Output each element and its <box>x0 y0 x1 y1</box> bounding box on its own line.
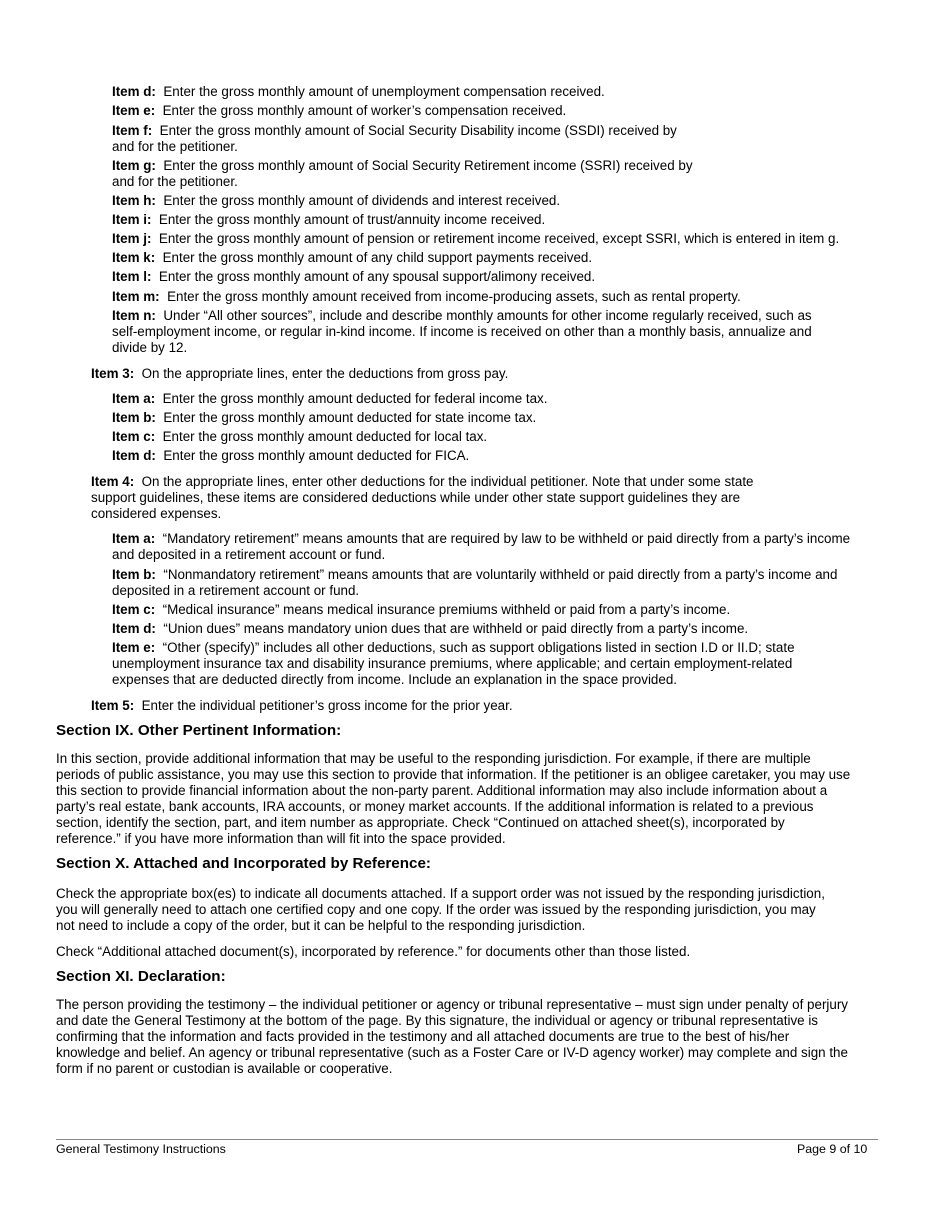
section-10-extra: Check “Additional attached document(s), incorporated by reference.” for documents other than those listed. <box>56 944 691 959</box>
item-f-income: Item f: Enter the gross monthly amount of Social Security Disability income (SSDI) received by and for the petitioner. <box>112 123 677 154</box>
item-3: Item 3: On the appropriate lines, enter the deductions from gross pay. <box>91 366 509 381</box>
section-9-heading: Section IX. Other Pertinent Information: <box>56 722 342 739</box>
item-a-other-deduction: Item a: “Mandatory retirement” means amounts that are required by law to be withheld or paid directly from a party’s income and deposited in a retirement account or fund. <box>112 531 851 562</box>
footer-title: General Testimony Instructions <box>56 1142 226 1156</box>
item-d-deduction: Item d: Enter the gross monthly amount deducted for FICA. <box>112 448 470 463</box>
item-m-income: Item m: Enter the gross monthly amount received from income-producing assets, such as rental property. <box>112 289 741 304</box>
item-e-other-deduction: Item e: “Other (specify)” includes all other deductions, such as support obligations listed in section I.D or II.D; state unemployment insurance tax and disability insurance premiums, where applicable; and certain employment-related expenses that are deducted directly from income. Include an explanation in the space provided. <box>112 640 795 687</box>
item-n-income: Item n: Under “All other sources”, include and describe monthly amounts for other income regularly received, such as self-employment income, or regular in-kind income. If income is received on other than a monthly basis, annualize and divide by 12. <box>112 308 812 355</box>
item-l-income: Item l: Enter the gross monthly amount of any spousal support/alimony received. <box>112 269 596 284</box>
item-h-income: Item h: Enter the gross monthly amount of dividends and interest received. <box>112 193 561 208</box>
item-i-income: Item i: Enter the gross monthly amount of trust/annuity income received. <box>112 212 546 227</box>
item-g-income: Item g: Enter the gross monthly amount of Social Security Retirement income (SSRI) received by and for the petitioner. <box>112 158 693 189</box>
item-e-income: Item e: Enter the gross monthly amount of worker’s compensation received. <box>112 103 567 118</box>
item-j-income: Item j: Enter the gross monthly amount of pension or retirement income received, except SSRI, which is entered in item g. <box>112 231 840 246</box>
item-c-other-deduction: Item c: “Medical insurance” means medical insurance premiums withheld or paid from a party’s income. <box>112 602 731 617</box>
section-10-heading: Section X. Attached and Incorporated by Reference: <box>56 855 431 872</box>
item-d-other-deduction: Item d: “Union dues” means mandatory union dues that are withheld or paid directly from a party’s income. <box>112 621 749 636</box>
item-4: Item 4: On the appropriate lines, enter other deductions for the individual petitioner. Note that under some state support guidelines, these items are considered deductions while under other state support guidelines they are considered expenses. <box>91 474 754 521</box>
section-11-heading: Section XI. Declaration: <box>56 968 226 985</box>
footer-divider <box>56 1139 878 1140</box>
item-b-deduction: Item b: Enter the gross monthly amount deducted for state income tax. <box>112 410 537 425</box>
item-5: Item 5: Enter the individual petitioner’s gross income for the prior year. <box>91 698 513 713</box>
item-a-deduction: Item a: Enter the gross monthly amount deducted for federal income tax. <box>112 391 548 406</box>
section-9-body: In this section, provide additional information that may be useful to the responding jurisdiction. For example, if there are multiple periods of public assistance, you may use this section to provide that information. If the petitioner is an obligee caretaker, you may use this section to provide financial information about the non-party parent. Additional information may also include information about a party’s real estate, bank accounts, IRA accounts, or money market accounts. If the additional information is related to a previous section, identify the section, part, and item number as appropriate. Check “Continued on attached sheet(s), incorporated by reference.” if you have more information than will fit into the space provided. <box>56 751 851 846</box>
item-d-income: Item d: Enter the gross monthly amount of unemployment compensation received. <box>112 84 605 99</box>
item-k-income: Item k: Enter the gross monthly amount of any child support payments received. <box>112 250 593 265</box>
item-c-deduction: Item c: Enter the gross monthly amount deducted for local tax. <box>112 429 488 444</box>
page-number: Page 9 of 10 <box>797 1142 868 1156</box>
section-10-body: Check the appropriate box(es) to indicate all documents attached. If a support order was not issued by the responding jurisdiction, you will generally need to attach one certified copy and one copy. If the order was issued by the responding jurisdiction, you may not need to include a copy of the order, but it can be helpful to the responding jurisdiction. <box>56 886 825 933</box>
section-11-body: The person providing the testimony – the individual petitioner or agency or tribunal representative – must sign under penalty of perjury and date the General Testimony at the bottom of the page. By this signature, the individual or agency or tribunal representative is confirming that the information and facts provided in the testimony and all attached documents are true to the best of his/her knowledge and belief. An agency or tribunal representative (such as a Foster Care or IV-D agency worker) may complete and sign the form if no parent or custodian is available or cooperative. <box>56 997 848 1076</box>
item-b-other-deduction: Item b: “Nonmandatory retirement” means amounts that are voluntarily withheld or paid directly from a party’s income and deposited in a retirement account or fund. <box>112 567 838 598</box>
